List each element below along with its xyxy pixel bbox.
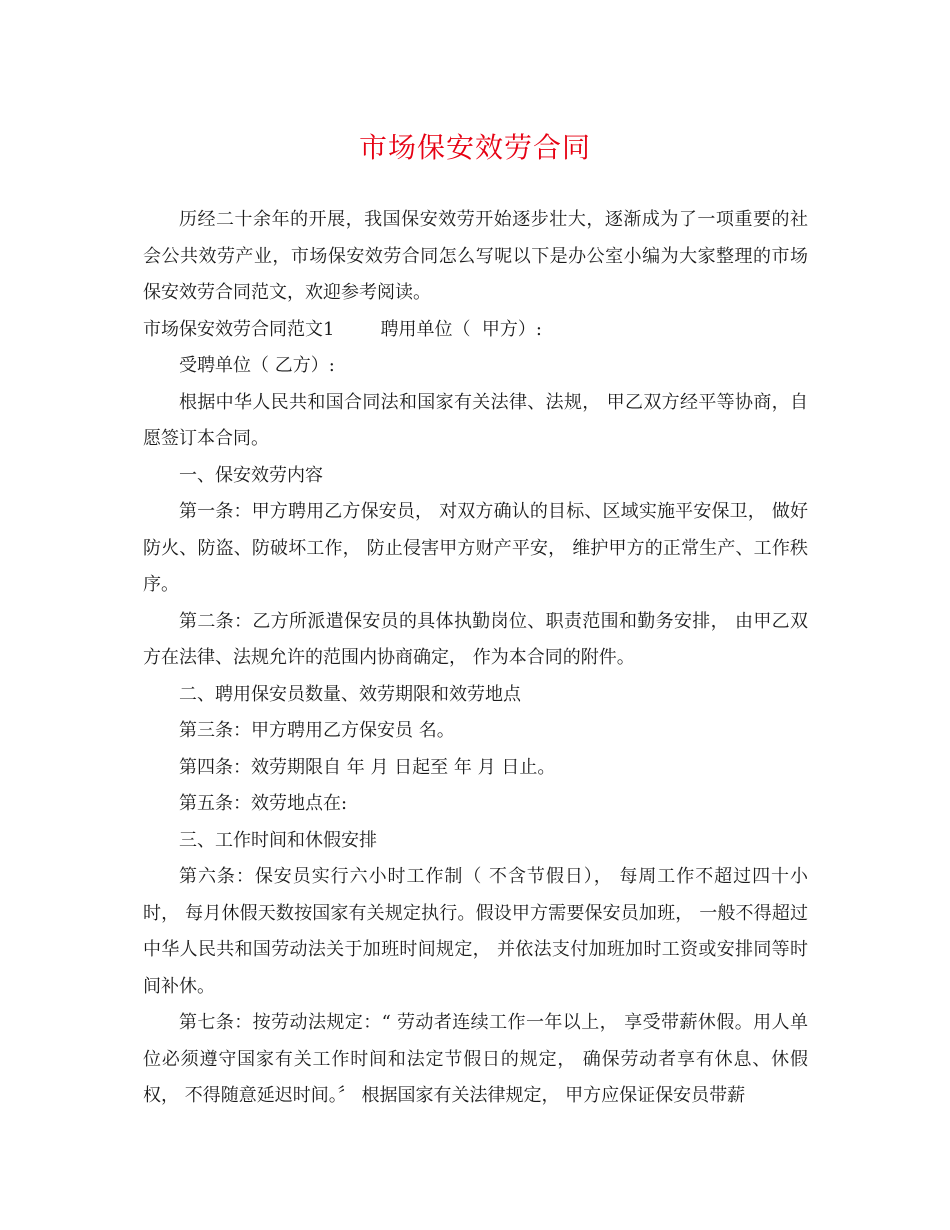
article-1: 第一条：甲方聘用乙方保安员， 对双方确认的目标、区域实施平安保卫， 做好防火、防盗、防破坏工作， 防止侵害甲方财产平安， 维护甲方的正常生产、工作秩序。	[143, 501, 808, 595]
sample-heading: 市场保安效劳合同范文1	[143, 318, 335, 340]
article-5: 第五条：效劳地点在:	[179, 793, 348, 814]
preamble-paragraph: 根据中华人民共和国合同法和国家有关法律、法规， 甲乙双方经平等协商，自愿签订本合同。	[143, 391, 808, 449]
intro-paragraph: 历经二十余年的开展，我国保安效劳开始逐步壮大，逐渐成为了一项重要的社会公共效劳产业，市场保安效劳合同怎么写呢以下是办公室小编为大家整理的市场保安效劳合同范文，欢迎参考阅读。	[143, 209, 808, 303]
sample-heading-line	[143, 312, 808, 349]
article-3: 第三条：甲方聘用乙方保安员 名。	[179, 720, 455, 741]
document-body	[143, 202, 808, 1115]
article-4: 第四条：效劳期限自 年 月 日起至 年 月 日止。	[179, 756, 556, 778]
article-7: 第七条：按劳动法规定：“ 劳动者连续工作一年以上， 享受带薪休假。用人单位必须遵守国家有关工作时间和法定节假日的规定， 确保劳动者享有休息、休假权， 不得随意延迟时间。〞 根据国家有关法律规定， 甲方应保证保安员带薪	[143, 1012, 808, 1106]
article-2: 第二条：乙方所派遣保安员的具体执勤岗位、职责范围和勤务安排， 由甲乙双方在法律、法规允许的范围内协商确定， 作为本合同的附件。	[143, 610, 808, 668]
document-title: 市场保安效劳合同	[358, 131, 591, 164]
section-heading-2: 二、聘用保安员数量、效劳期限和效劳地点	[179, 683, 521, 705]
section-heading-3: 三、工作时间和休假安排	[179, 829, 377, 851]
employer-label: 聘用单位（ 甲方）:	[380, 318, 542, 340]
article-6: 第六条：保安员实行六小时工作制（ 不含节假日）， 每周工作不超过四十小时， 每月休假天数按国家有关规定执行。假设甲方需要保安员加班， 一般不得超过中华人民共和国劳动法关于加班时间规定， 并依法支付加班加时工资或安排同等时间补休。	[143, 866, 808, 997]
section-heading-1: 一、保安效劳内容	[179, 464, 323, 486]
employee-label: 受聘单位（ 乙方）:	[179, 355, 335, 376]
